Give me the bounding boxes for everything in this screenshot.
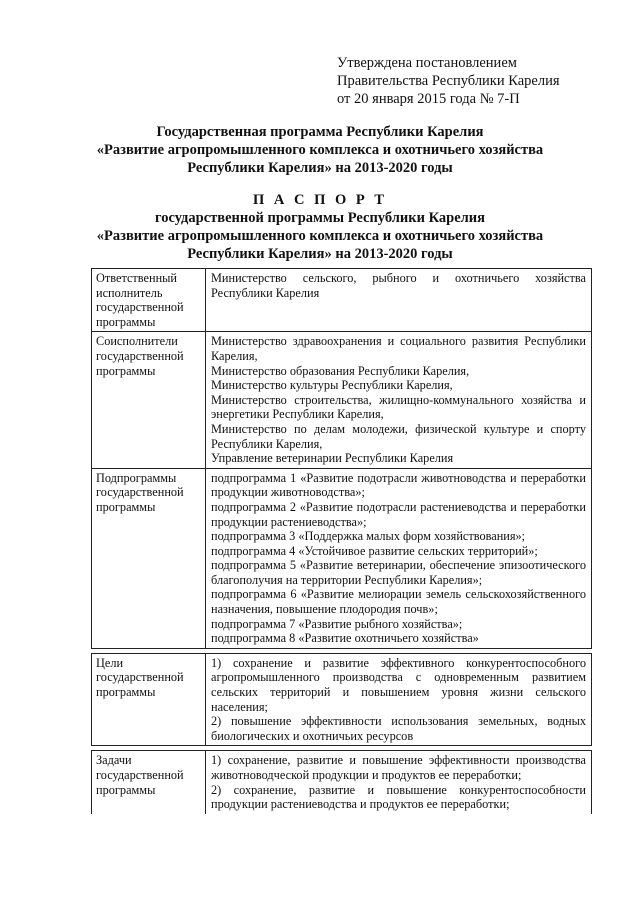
approval-line: от 20 января 2015 года № 7-П xyxy=(337,91,520,107)
passport-subtitle xyxy=(0,209,640,263)
label-line: программы xyxy=(96,782,156,797)
program-title-line: Республики Карелия» на 2013-2020 годы xyxy=(187,160,453,176)
passport-heading: П А С П О Р Т xyxy=(252,192,388,208)
table-row-responsible xyxy=(92,269,592,332)
row-label xyxy=(92,269,206,332)
label-line: программы xyxy=(96,314,156,329)
approval-line: Правительства Республики Карелия xyxy=(337,73,560,89)
value-item: подпрограмма 2 «Развитие подотрасли растениеводства и переработки продукции растениеводства»; xyxy=(211,499,586,529)
passport-subtitle-line: Республики Карелия» на 2013-2020 годы xyxy=(187,246,453,262)
passport-subtitle-line: «Развитие агропромышленного комплекса и охотничьего хозяйства xyxy=(96,228,544,244)
label-line: государственной xyxy=(96,348,184,363)
row-label xyxy=(92,751,206,814)
program-title-line: «Развитие агропромышленного комплекса и охотничьего хозяйства xyxy=(96,142,544,158)
value-item: Министерство образования Республики Карелия, xyxy=(211,363,470,378)
value-item: Министерство по делам молодежи, физической культуре и спорту Республики Карелия, xyxy=(211,421,586,451)
label-line: государственной xyxy=(96,670,184,685)
table-row-co-executors xyxy=(92,332,592,468)
passport-subtitle-line: государственной программы Республики Карелия xyxy=(155,210,485,226)
value-item: подпрограмма 5 «Развитие ветеринарии, обеспечение эпизоотического благополучия на территории Республики Карелия»; xyxy=(211,558,586,587)
value-item: 2) повышение эффективности использования земельных, водных биологических и охотничьих ресурсов xyxy=(211,714,586,743)
approval-stamp xyxy=(337,54,560,108)
value-item: Министерство культуры Республики Карелия, xyxy=(211,378,453,393)
value-item: Управление ветеринарии Республики Карелия xyxy=(211,451,454,466)
label-line: Соисполнители xyxy=(96,334,178,349)
label-line: программы xyxy=(96,685,156,700)
row-value xyxy=(206,269,592,332)
passport-table xyxy=(91,268,592,814)
table-row-goals xyxy=(92,653,592,746)
row-label xyxy=(92,332,206,468)
value-item: 1) сохранение и развитие эффективного конкурентоспособного агропромышленного производства с одновременным развитием сельских территорий и повышением уровня жизни сельского населения; xyxy=(211,655,586,714)
program-title xyxy=(0,123,640,177)
row-label xyxy=(92,653,206,746)
row-value xyxy=(206,332,592,468)
value-item: 1) сохранение, развитие и повышение эффективности производства животноводческой продукции и продуктов ее переработки; xyxy=(211,753,586,782)
row-value xyxy=(206,751,592,814)
label-line: Задачи xyxy=(96,753,132,768)
label-line: Цели xyxy=(96,655,124,670)
label-line: исполнитель xyxy=(96,285,163,300)
table-row-tasks xyxy=(92,751,592,814)
value-item: Министерство здравоохранения и социального развития Республики Карелия, xyxy=(211,334,586,363)
label-line: государственной xyxy=(96,768,184,782)
row-value xyxy=(206,468,592,648)
value-item: подпрограмма 4 «Устойчивое развитие сельских территорий»; xyxy=(211,543,538,558)
label-line: государственной xyxy=(96,300,184,315)
approval-line: Утверждена постановлением xyxy=(337,55,517,71)
label-line: программы xyxy=(96,363,156,378)
label-line: государственной xyxy=(96,485,184,500)
row-label xyxy=(92,468,206,648)
row-value xyxy=(206,653,592,746)
label-line: программы xyxy=(96,499,156,514)
value-item: подпрограмма 6 «Развитие мелиорации земель сельскохозяйственного назначения, повышение плодородия почв»; xyxy=(211,587,586,617)
value-item: Министерство сельского, рыбного и охотничьего хозяйства Республики Карелия xyxy=(211,271,586,300)
program-title-line: Государственная программа Республики Карелия xyxy=(156,124,484,140)
value-item: подпрограмма 3 «Поддержка малых форм хозяйствования»; xyxy=(211,529,526,544)
value-item: подпрограмма 1 «Развитие подотрасли животноводства и переработки продукции животноводства»; xyxy=(211,470,586,500)
value-item: подпрограмма 8 «Развитие охотничьего хозяйства» xyxy=(211,631,479,646)
label-line: Подпрограммы xyxy=(96,470,177,485)
value-item: подпрограмма 7 «Развитие рыбного хозяйства»; xyxy=(211,616,463,631)
value-item: Министерство строительства, жилищно-коммунального хозяйства и энергетики Республики Карелия, xyxy=(211,392,586,422)
table-row-subprograms xyxy=(92,468,592,648)
label-line: Ответственный xyxy=(96,271,177,285)
value-item: 2) сохранение, развитие и повышение конкурентоспособности продукции растениеводства и продуктов ее переработки; xyxy=(211,782,586,812)
